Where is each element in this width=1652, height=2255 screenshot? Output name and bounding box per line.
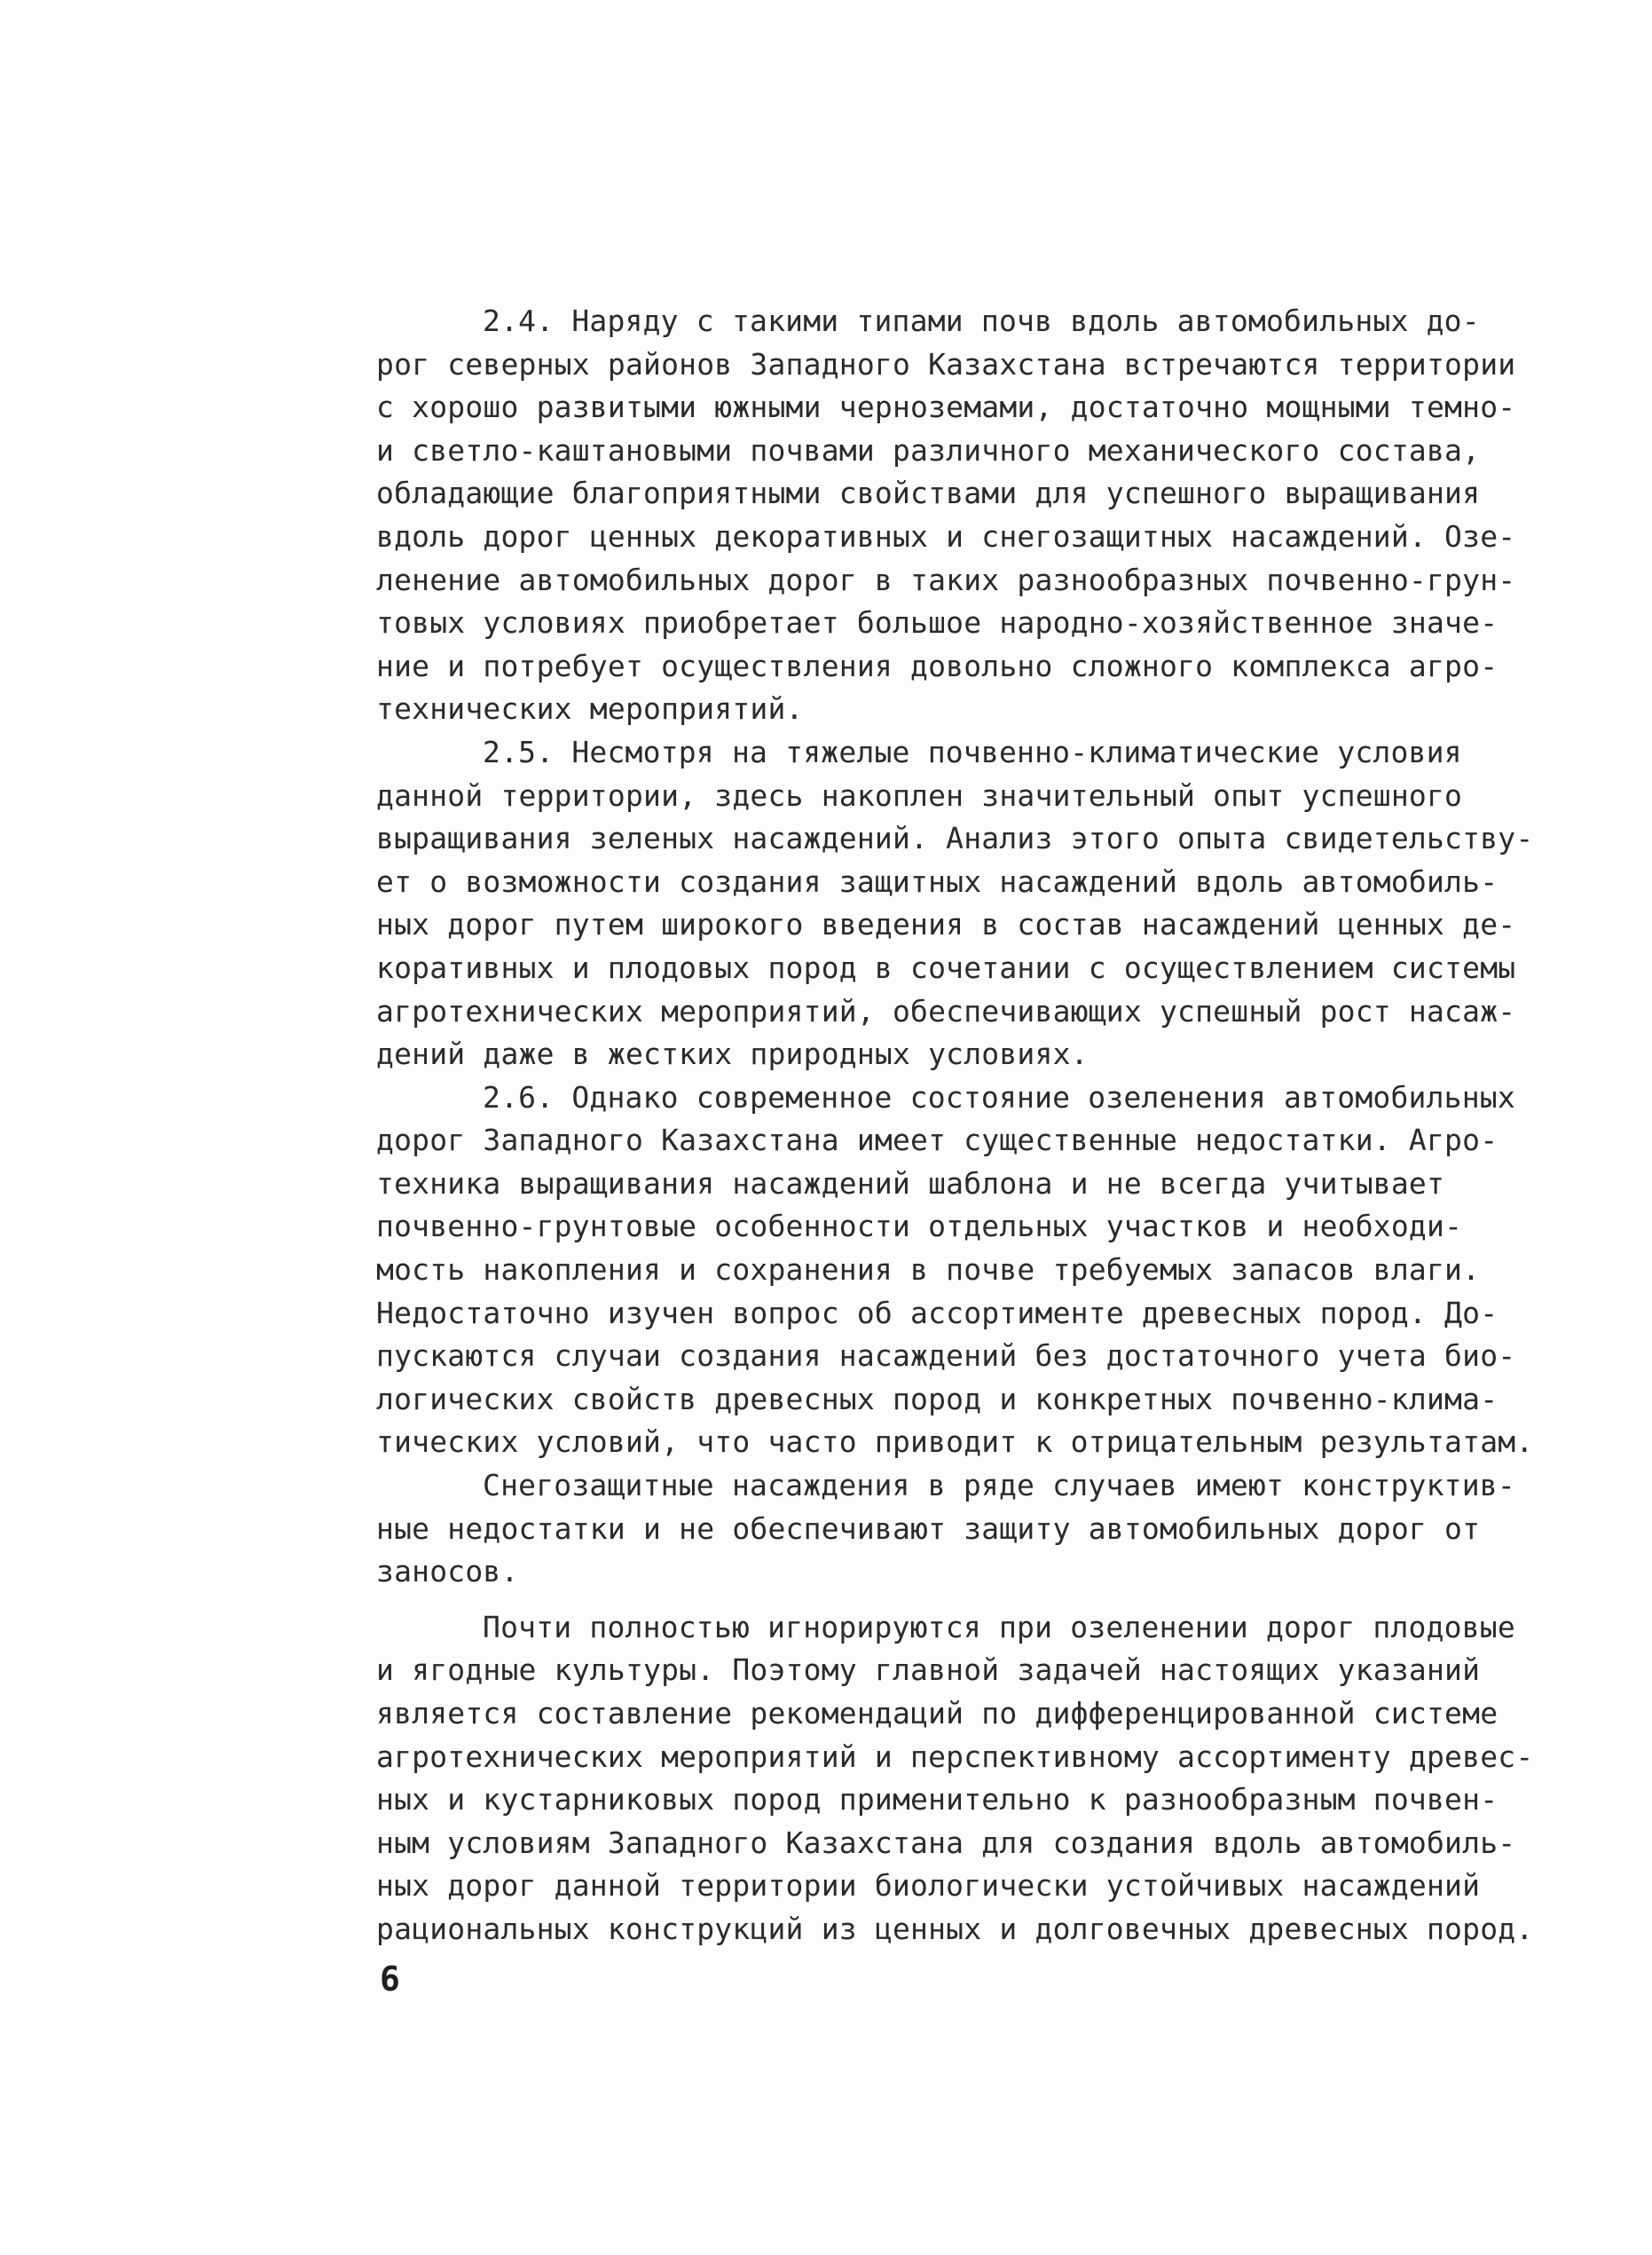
text-line: дорог Западного Казахстана имеет существенные недостатки. Агро- [376, 1123, 1499, 1158]
text-line: Снегозащитные насаждения в ряде случаев имеют конструктив- [483, 1468, 1515, 1503]
page-number: 6 [380, 1959, 400, 1999]
text-line: ных и кустарниковых пород применительно к разнообразным почвен- [376, 1782, 1499, 1817]
text-line: выращивания зеленых насаждений. Анализ этого опыта свидетельству- [376, 821, 1534, 856]
text-line: с хорошо развитыми южными черноземами, достаточно мощными темно- [376, 390, 1516, 425]
text-line: технических мероприятий. [376, 691, 804, 727]
text-line: почвенно-грунтовые особенности отдельных участков и необходи- [376, 1209, 1463, 1244]
text-line: и ягодные культуры. Поэтому главной задачей настоящих указаний [376, 1652, 1481, 1688]
text-line: логических свойств древесных пород и конкретных почвенно-клима- [376, 1381, 1499, 1416]
text-line: дений даже в жестких природных условиях. [376, 1037, 1089, 1072]
body-text [376, 300, 1534, 1951]
text-line: рог северных районов Западного Казахстана встречаются территории [376, 346, 1516, 382]
text-line: вдоль дорог ценных декоративных и снегозащитных насаждений. Озе- [376, 518, 1516, 554]
text-line: товых условиях приобретает большое народно-хозяйственное значе- [376, 605, 1499, 641]
text-line: 2.5. Несмотря на тяжелые почвенно-климатические условия [483, 734, 1462, 769]
text-line: ные недостатки и не обеспечивают защиту автомобильных дорог от [376, 1510, 1481, 1546]
text-line: ных дорог данной территории биологически устойчивых насаждений [376, 1868, 1481, 1904]
text-line: ние и потребует осуществления довольно сложного комплекса агро- [376, 648, 1499, 683]
text-line: ных дорог путем широкого введения в состав насаждений ценных де- [376, 907, 1516, 942]
text-line: и светло-каштановыми почвами различного механического состава, [376, 432, 1481, 468]
text-line: техника выращивания насаждений шаблона и не всегда учитывает [376, 1165, 1445, 1201]
text-line: ет о возможности создания защитных насаждений вдоль автомобиль- [376, 863, 1499, 899]
text-line: обладающие благоприятными свойствами для успешного выращивания [376, 476, 1481, 511]
text-line: данной территории, здесь накоплен значительный опыт успешного [376, 777, 1463, 813]
text-line: мость накопления и сохранения в почве требуемых запасов влаги. [376, 1252, 1481, 1288]
text-line: 2.4. Наряду с такими типами почв вдоль автомобильных до- [483, 304, 1480, 338]
text-line: тических условий, что часто приводит к отрицательным результатам. [376, 1424, 1534, 1460]
text-line: рациональных конструкций из ценных и долговечных древесных пород. [376, 1911, 1534, 1946]
text-line: Недостаточно изучен вопрос об ассортименте древесных пород. До- [376, 1295, 1499, 1330]
text-line: ным условиям Западного Казахстана для создания вдоль автомобиль- [376, 1825, 1516, 1860]
text-line: 2.6. Однако современное состояние озеленения автомобильных [483, 1079, 1515, 1115]
text-line: ленение автомобильных дорог в таких разнообразных почвенно-грун- [376, 562, 1516, 597]
text-line: Почти полностью игнорируются при озеленении дорог плодовые [483, 1609, 1515, 1644]
text-line: заносов. [376, 1554, 519, 1589]
text-line: является составление рекомендаций по дифференцированной системе [376, 1696, 1499, 1731]
text-line: агротехнических мероприятий, обеспечивающих успешный рост насаж- [376, 993, 1516, 1029]
text-line: агротехнических мероприятий и перспективному ассортименту древес- [376, 1739, 1534, 1774]
text-line: пускаются случаи создания насаждений без достаточного учета био- [376, 1338, 1516, 1374]
text-line: коративных и плодовых пород в сочетании с осуществлением системы [376, 950, 1516, 985]
